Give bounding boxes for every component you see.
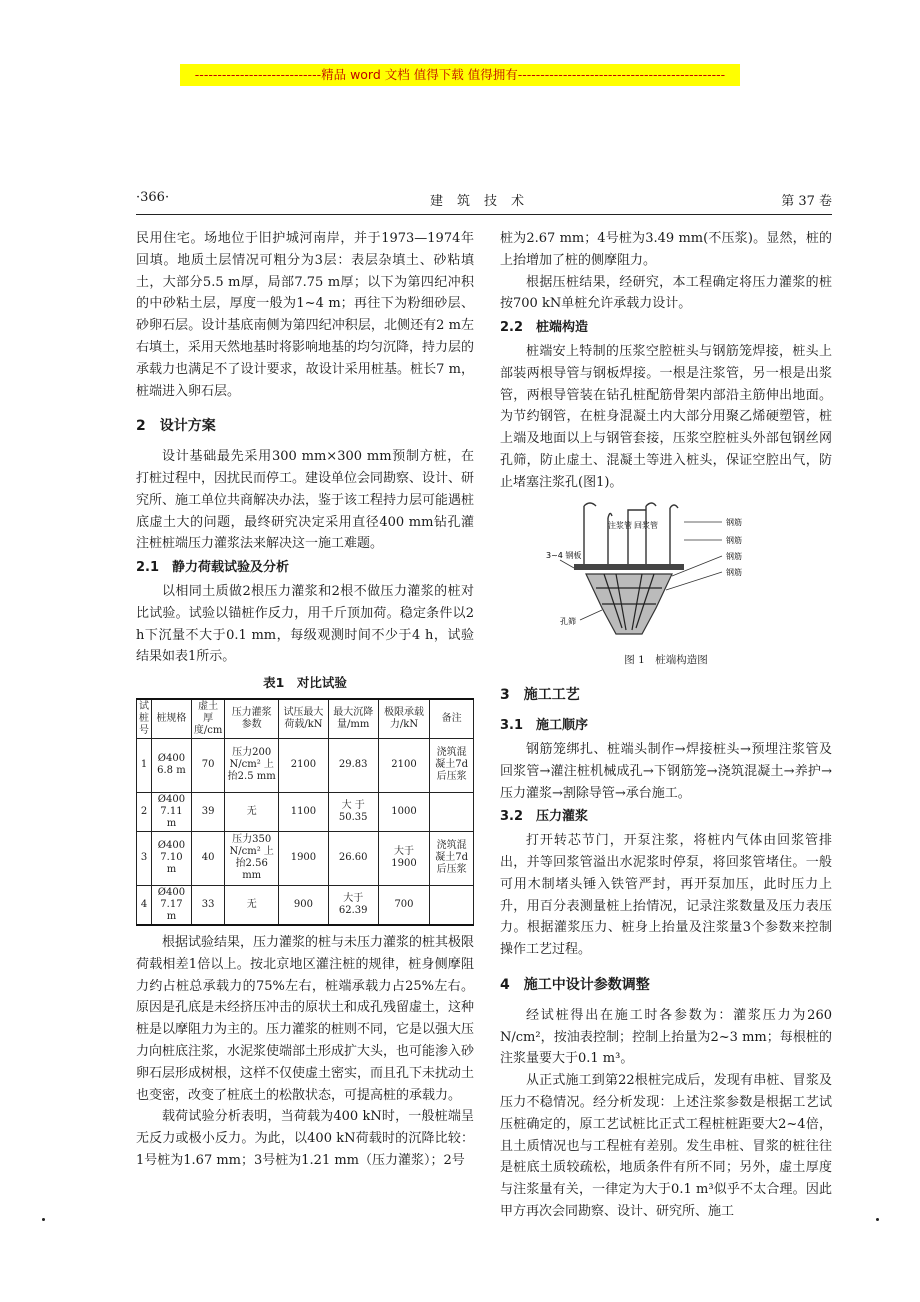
steel-plate-shape — [574, 564, 684, 570]
volume-number: 第 37 卷 — [781, 194, 832, 209]
table-header-cell: 压力灌浆参数 — [225, 699, 279, 739]
table-cell: 700 — [378, 885, 430, 925]
label-rebar-3: 钢筋 — [726, 551, 742, 561]
table-cell: 2 — [137, 792, 152, 831]
table-cell: 4 — [137, 885, 152, 925]
table-header-cell: 试桩号 — [137, 699, 152, 739]
label-rebar-1: 钢筋 — [726, 517, 742, 527]
subsection-heading-static-load: 2.1 静力荷载试验及分析 — [136, 560, 290, 576]
paragraph-design: 设计基础最先采用300 mm×300 mm预制方桩，在打桩过程中，因扰民而停工。建设单位会同勘察、设计、研究所、施工单位共商解决办法，鉴于该工程持力层可能遇桩底虚土大的问题，最终研究决定采用直径400 mm钻孔灌注桩桩端压力灌浆法来解决这一施工难题。 — [136, 449, 475, 552]
table-row — [137, 885, 474, 925]
paragraph-order: 钢筋笼绑扎、桩端头制作→焊接桩头→预埋注浆管及回浆管→灌注桩机械成孔→下钢筋笼→浇筑混凝土→养护→压力灌浆→割除导管→承台施工。 — [500, 741, 832, 801]
table-row — [137, 738, 474, 792]
subsection-heading-pile-end: 2.2 桩端构造 — [500, 320, 589, 336]
journal-name: 建筑技术 — [429, 194, 538, 209]
table-cell: 无 — [225, 792, 279, 831]
table-caption: 表1 对比试验 — [263, 675, 347, 691]
table-cell: 900 — [279, 885, 329, 925]
section-heading-adjustment: 4 施工中设计参数调整 — [500, 976, 650, 993]
label-steel-plate: 3~4 钢板 — [546, 550, 582, 560]
table-cell: 1 — [137, 738, 152, 792]
table-cell: 70 — [191, 738, 224, 792]
table-cell: 40 — [191, 831, 224, 885]
table-cell: 压力350 N/cm² 上抬2.56 mm — [225, 831, 279, 885]
table-cell: 3 — [137, 831, 152, 885]
paragraph-load-analysis: 载荷试验分析表明，当荷载为400 kN时，一般桩端呈无反力或极小反力。为此，以400 kN荷载时的沉降比较：1号桩为1.67 mm；3号桩为1.21 mm（压力灌浆）；2号 — [136, 1109, 474, 1168]
table-cell: Ø400 6.8 m — [152, 738, 192, 792]
subsection-heading-grouting: 3.2 压力灌浆 — [500, 809, 589, 825]
paragraph-decision: 根据压桩结果，经研究，本工程确定将压力灌浆的桩按700 kN单桩允许承载力设计。 — [500, 274, 832, 312]
label-rebar-2: 钢筋 — [726, 535, 742, 545]
table-cell: 大于 62.39 — [328, 885, 378, 925]
table-cell — [430, 885, 474, 925]
table-row — [137, 792, 474, 831]
table-header-row — [137, 699, 474, 739]
section-heading-process: 3 施工工艺 — [500, 687, 580, 704]
table-cell: 39 — [191, 792, 224, 831]
table-cell: 29.83 — [328, 738, 378, 792]
label-sieve: 孔筛 — [560, 616, 576, 626]
right-column — [500, 228, 832, 1223]
paragraph-pile-end: 桩端安上特制的压浆空腔桩头与钢筋笼焊接，桩头上部装两根导管与钢板焊接。一根是注浆管，另一根是出浆管，两根导管装在钻孔桩配筋骨架内部沿主筋伸出地面。为节约钢管，在桩身混凝土内大部分用聚乙烯硬塑管，桩上端及地面以上与钢管套接，压浆空腔桩头外部包钢丝网孔筛，防止虚土、混凝土等进入桩头，保证空腔出气，防止堵塞注浆孔(图1)。 — [500, 343, 832, 490]
pile-end-diagram — [546, 498, 786, 648]
table-header-cell: 虚土厚度/cm — [191, 699, 224, 739]
table-cell: 大 于 50.35 — [328, 792, 378, 831]
table-header-cell: 极限承载力/kN — [378, 699, 430, 739]
paragraph-result: 根据试验结果，压力灌浆的桩与未压力灌浆的桩其极限荷载相差1倍以上。按北京地区灌注桩的规律，桩身侧摩阻力约占桩总承载力的75%左右，桩端承载力占25%左右。原因是孔底是未经挤压冲击的原状土和成孔残留虚土，这种桩是以摩阻力为主的。压力灌浆的桩则不同，它是以强大压力向桩底注浆，水泥浆使端部土形成扩大头，也可能渗入砂卵石层形成树根，这样不仅使虚土密实，而且孔下未扰动土也变密，改变了桩底土的松散状态，可提高桩的承载力。 — [136, 934, 475, 1103]
table-cell: 1000 — [378, 792, 430, 831]
download-banner: ----------------------------精品 word 文档 值得下载 值得拥有---------------------------------------------- — [180, 64, 740, 86]
table-row — [137, 831, 474, 885]
paragraph-intro: 民用住宅。场地位于旧护城河南岸，并于1973—1974年回填。地质土层情况可粗分为3层：表层杂填土、砂粘填土，大部分5.5 m厚，局部7.75 m厚；以下为第四纪冲积的中砂粘土层，厚度一般为1~4 m；再往下为粉细砂层、砂卵石层。设计基底南侧为第四纪冲积层，北侧还有2 m左右填土，采用天然地基时将影响地基的均匀沉降，持力层的承载力也满足不了设计要求，故设计采用桩基。桩长7 m，桩端进入卵石层。 — [136, 231, 475, 399]
table-cell: Ø400 7.11 m — [152, 792, 192, 831]
paragraph-parameters: 经试桩得出在施工时各参数为：灌浆压力为260 N/cm²，按油表控制；控制上抬量为2~3 mm；每根桩的注浆量要大于0.1 m³。 — [500, 1007, 832, 1067]
paragraph-continued: 桩为2.67 mm；4号桩为3.49 mm(不压浆)。显然，桩的上抬增加了桩的侧摩阻力。 — [500, 231, 832, 268]
table-cell: 33 — [191, 885, 224, 925]
paragraph-static-load: 以相同土质做2根压力灌浆和2根不做压力灌浆的桩对比试验。试验以锚桩作反力，用千斤顶加荷。稳定条件以2 h下沉量不大于0.1 mm，每级观测时间不少于4 h，试验结果如表1所示。 — [136, 583, 474, 665]
label-rebar-4: 钢筋 — [726, 567, 742, 577]
table-header-cell: 试压最大荷载/kN — [279, 699, 329, 739]
table-cell: 2100 — [378, 738, 430, 792]
scan-mark — [876, 1218, 879, 1221]
table-cell: 压力200 N/cm² 上抬2.5 mm — [225, 738, 279, 792]
running-header — [136, 190, 832, 212]
table-header-cell: 最大沉降量/mm — [328, 699, 378, 739]
header-rule — [136, 214, 832, 215]
table-cell: 26.60 — [328, 831, 378, 885]
table-cell — [430, 792, 474, 831]
subsection-heading-order: 3.1 施工顺序 — [500, 718, 589, 734]
table-cell: 2100 — [279, 738, 329, 792]
label-grout-pipe: 注浆管 — [608, 520, 632, 530]
table-cell: 无 — [225, 885, 279, 925]
left-column — [136, 228, 474, 1172]
table-cell: 浇筑混凝土7d后压浆 — [430, 738, 474, 792]
section-heading-design: 2 设计方案 — [136, 418, 216, 435]
paragraph-issue: 从正式施工到第22根桩完成后，发现有串桩、冒浆及压力不稳情况。经分析发现：上述注浆参数是根据工艺试压桩确定的，原工艺试桩比正式工程桩桩距要大2~4倍，且土质情况也与工程桩有差别。发生串桩、冒浆的桩往往是桩底土质较疏松，地质条件有所不同；另外，虚土厚度与注浆量有关，一律定为大于0.1 m³似乎不太合理。因此甲方再次会同勘察、设计、研究所、施工 — [500, 1073, 832, 1219]
table-cell: Ø400 7.17 m — [152, 885, 192, 925]
table-cell: 浇筑混凝土7d后压浆 — [430, 831, 474, 885]
table-header-cell: 备注 — [430, 699, 474, 739]
label-return-pipe: 回浆管 — [634, 520, 658, 530]
table-header-cell: 桩规格 — [152, 699, 192, 739]
scan-mark — [42, 1218, 45, 1221]
table-cell: Ø400 7.10 m — [152, 831, 192, 885]
page-number: ·366· — [136, 190, 170, 205]
figure-caption: 图 1 桩端构造图 — [624, 653, 708, 666]
table-cell: 1100 — [279, 792, 329, 831]
paragraph-grouting: 打开转芯节门，开泵注浆，将桩内气体由回浆管排出，并等回浆管溢出水泥浆时停泵，将回浆管堵住。一般可用木制堵头锤入铁管严封，再开泵加压，此时压力上升，用百分表测量桩上抬情况，记录注浆数量及压力表压力。根据灌浆压力、桩身上抬量及注浆量3个参数来控制操作工艺过程。 — [500, 833, 832, 958]
table-cell: 大于 1900 — [378, 831, 430, 885]
comparison-table — [136, 698, 474, 926]
table-cell: 1900 — [279, 831, 329, 885]
